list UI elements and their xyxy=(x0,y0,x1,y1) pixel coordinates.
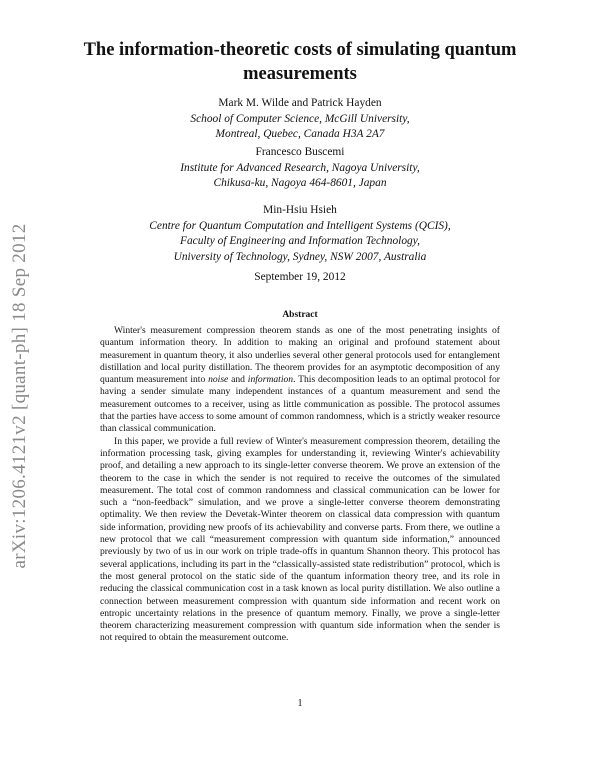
abstract-body xyxy=(100,325,500,645)
emphasis-information: information xyxy=(247,374,294,386)
author-block-1 xyxy=(100,96,500,143)
arxiv-sidebar-stamp xyxy=(2,196,38,596)
author-block-2 xyxy=(100,145,500,192)
arxiv-identifier: arXiv:1206.4121v2 [quant-ph] 18 Sep 2012 xyxy=(9,223,30,569)
affiliation-line: School of Computer Science, McGill University, xyxy=(190,112,410,125)
abstract-text: Winter's measurement compression theorem stands as one of the most penetrating insights of quantum information theory. In addition to making an original and profound statement about measurement in quantum theory, it also underlies several other general protocols used for entanglement distillation and local purity distillation. The theorem provides for an asymptotic decomposition of any quantum measurement into xyxy=(100,325,500,386)
abstract-text: . This decomposition leads to an optimal protocol for having a sender simulate many independent instances of a quantum measurement and send the measurement outcomes to a receiver, using as little communication as possible. The protocol assumes that the parties have access to some amount of common randomness, which is a strictly weaker resource than classical communication. xyxy=(100,374,500,435)
affiliation-line: Centre for Quantum Computation and Intelligent Systems (QCIS), xyxy=(149,219,451,232)
author-names: Mark M. Wilde and Patrick Hayden xyxy=(218,97,382,109)
abstract-text: and xyxy=(228,374,248,386)
affiliation-line: University of Technology, Sydney, NSW 2007, Australia xyxy=(173,250,427,263)
paper-title: The information-theoretic costs of simulating quantum measurements xyxy=(83,40,517,84)
author-block-3 xyxy=(100,203,500,265)
emphasis-noise: noise xyxy=(208,374,229,386)
affiliation-line: Faculty of Engineering and Information Technology, xyxy=(179,235,421,247)
author-names: Min-Hsiu Hsieh xyxy=(263,204,337,216)
abstract-paragraph-2: In this paper, we provide a full review of Winter's measurement compression theorem, detailing the information processing task, giving examples for understanding it, reviewing Winter's achievability proof, and detailing a new approach to its single-letter converse theorem. We prove an extension of the theorem to the case in which the sender is not required to receive the outcomes of the simulated measurement. The total cost of common randomness and classical communication can be lower for such a “non-feedback” simulation, and we prove a single-letter converse theorem demonstrating optimality. We then review the Devetak-Winter theorem on classical data compression with quantum side information, providing new proofs of its achievability and converse parts. From there, we outline a new protocol that we call “measurement compression with quantum side information,” announced previously by two of us in our work on triple trade-offs in quantum Shannon theory. This protocol has several applications, including its part in the “classically-assisted state redistribution” protocol, which is the most general protocol on the static side of the quantum information theory tree, and its role in reducing the classical communication cost in a task known as local purity distillation. We also outline a connection between measurement compression with quantum side information and recent work on entropic uncertainty relations in the presence of quantum memory. Finally, we prove a single-letter theorem characterizing measurement compression with quantum side information when the sender is not required to obtain the measurement outcome. xyxy=(100,435,500,644)
affiliation-line: Institute for Advanced Research, Nagoya University, xyxy=(180,161,420,174)
affiliation-line: Chikusa-ku, Nagoya 464-8601, Japan xyxy=(213,177,387,189)
abstract-paragraph-1 xyxy=(100,325,500,436)
affiliation-line: Montreal, Quebec, Canada H3A 2A7 xyxy=(215,128,385,140)
abstract-heading: Abstract xyxy=(282,310,318,320)
author-names: Francesco Buscemi xyxy=(255,146,345,158)
paper-date: September 19, 2012 xyxy=(254,271,346,283)
page-number: 1 xyxy=(297,698,303,709)
